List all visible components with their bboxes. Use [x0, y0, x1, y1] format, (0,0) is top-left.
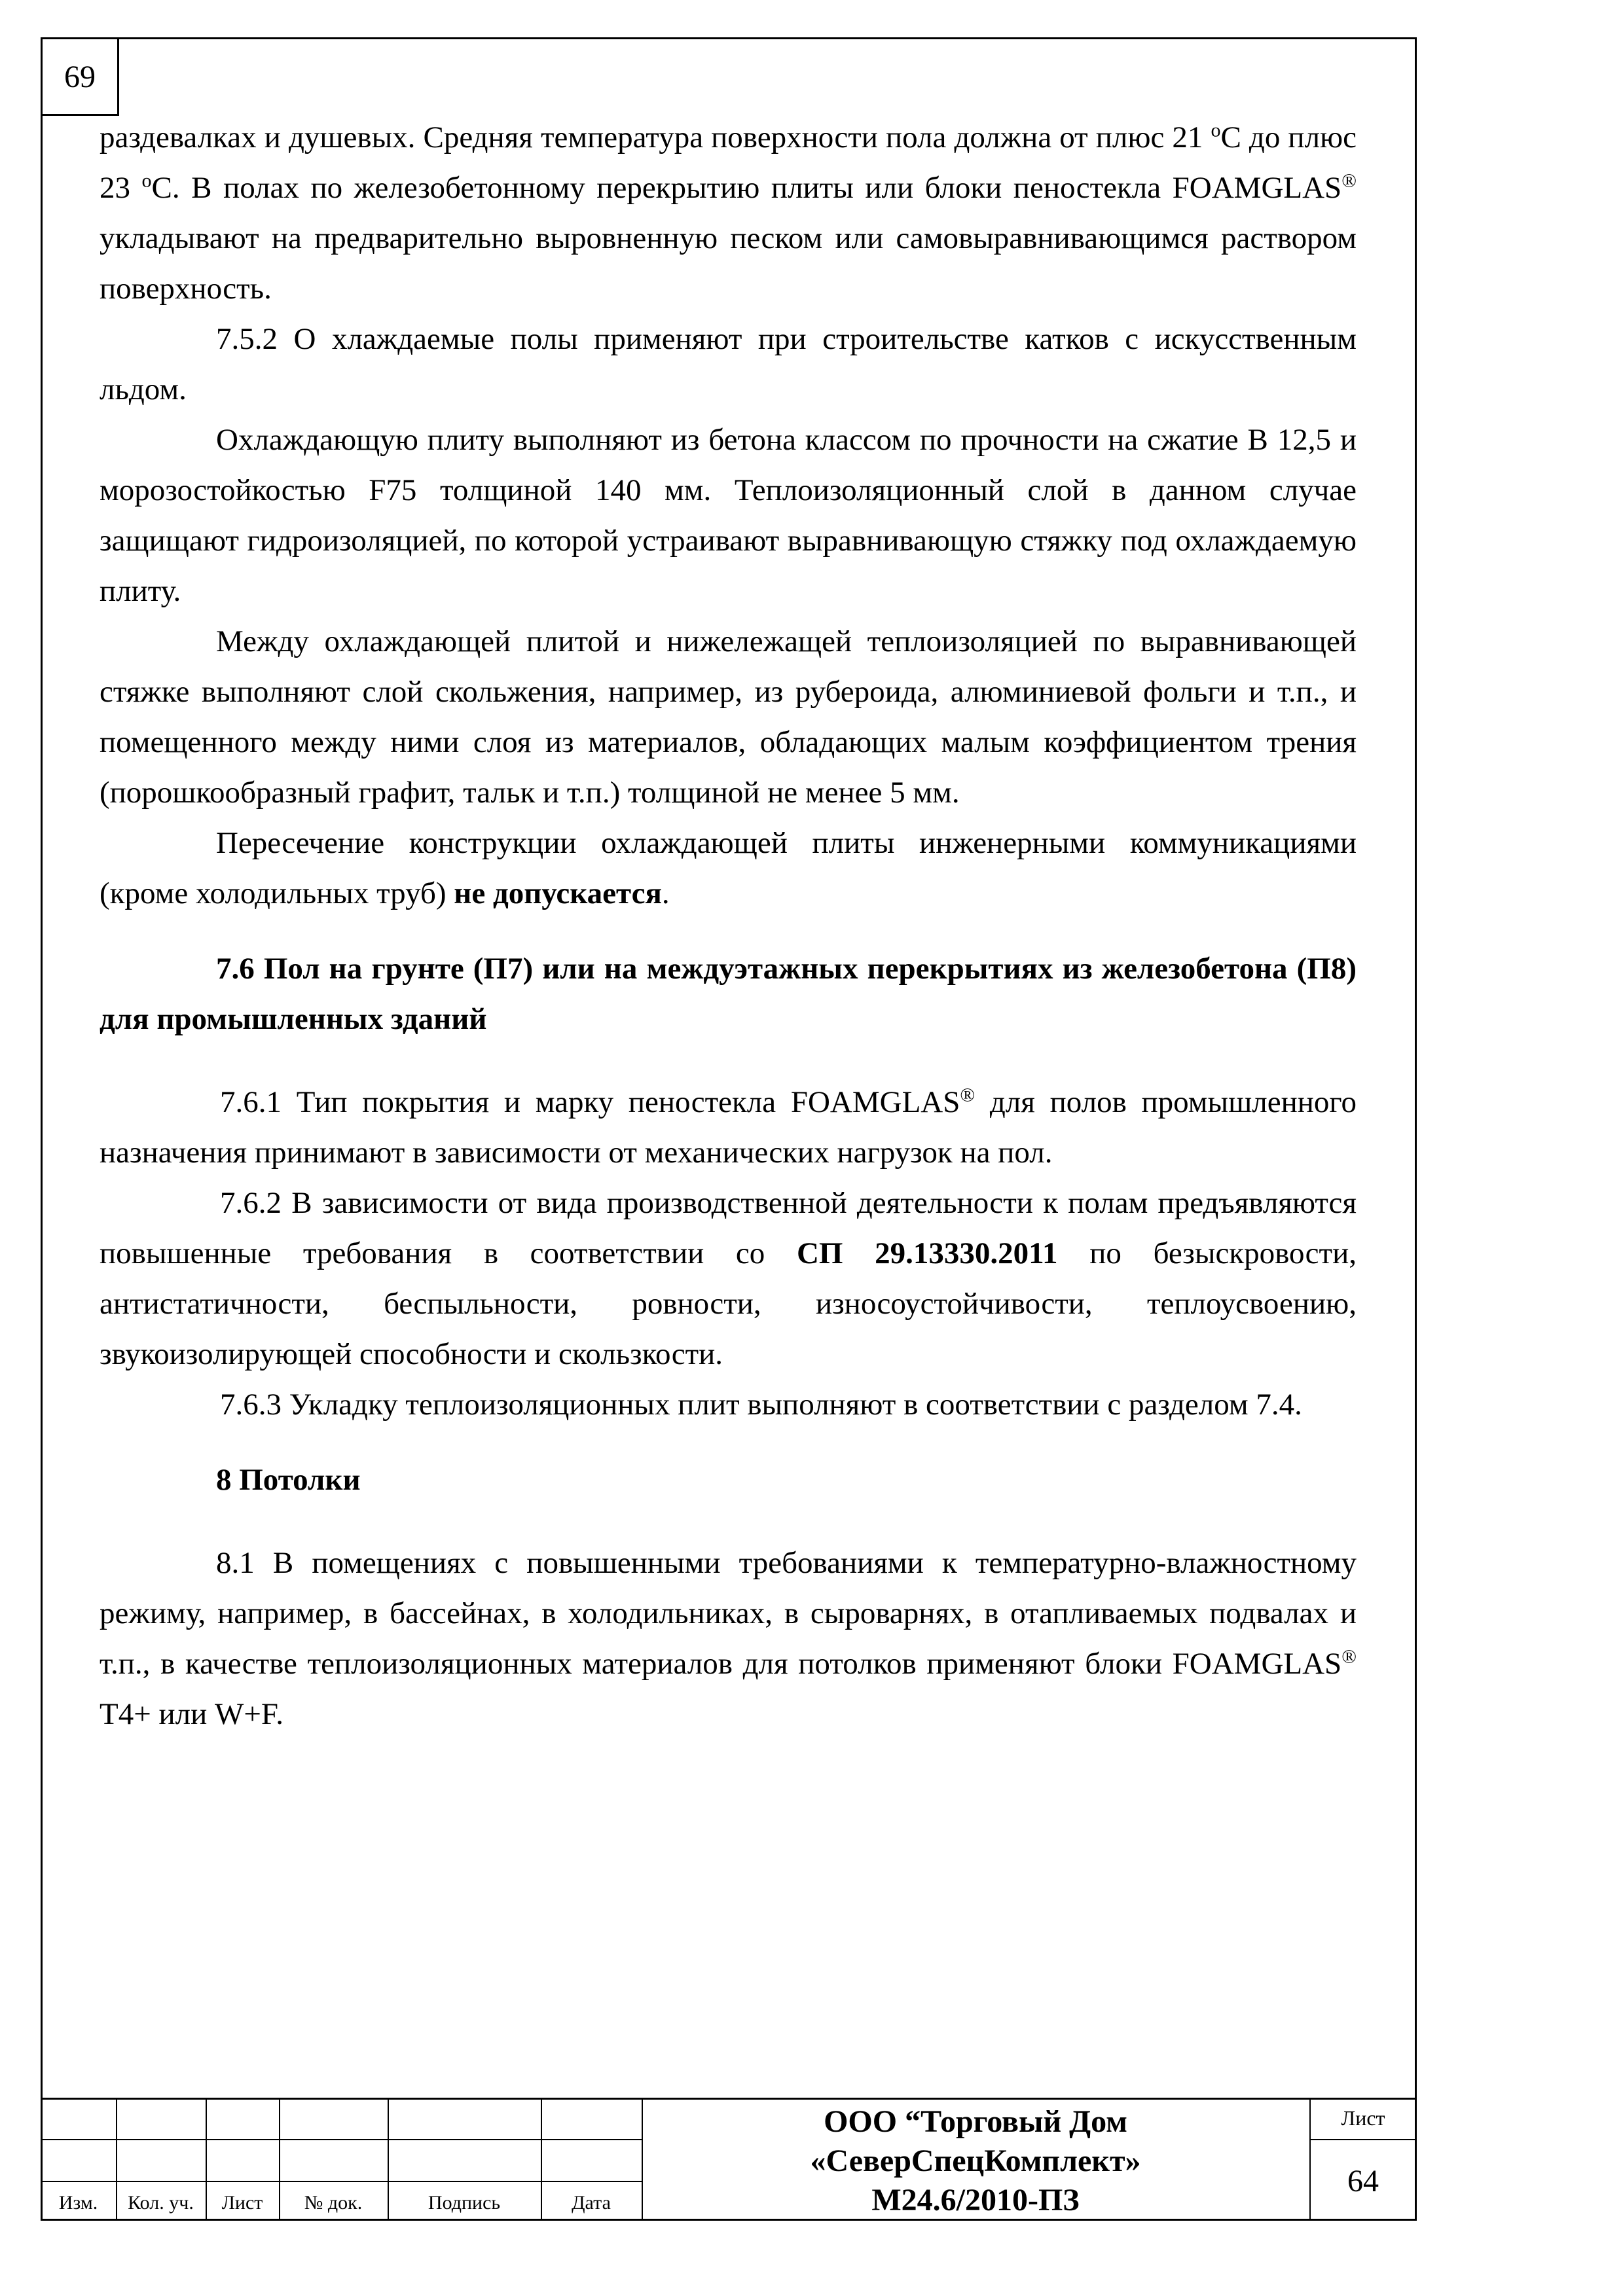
paragraph-8-1 — [100, 1538, 1357, 1740]
spacer — [100, 919, 1357, 944]
paragraph-sliding-layer: Между охлаждающей плитой и нижележащей теплоизоляцией по выравнивающей стяжке выполняют слой скольжения, например, из рубероида, алюминиевой фольги и т.п., и помещенного между ними слоя из материалов, обладающих малым коэффициентом трения (порошкообразный графит, тальк и т.п.) толщиной не менее 5 мм. — [100, 624, 1357, 810]
registered-mark: ® — [1341, 170, 1357, 192]
spacer — [100, 1430, 1357, 1455]
stamp-header-list: Лист — [221, 2192, 263, 2214]
text-fragment: 8.1 В помещениях с повышенными требованиями к температурно-влажностному режиму, например, в бассейнах, в холодильниках, в сыроварнях, в отапливаемых подвалах и т.п., в качестве теплоизоляционных материалов для потолков применяют блоки FOAMGLAS — [100, 1546, 1357, 1681]
text-fragment: по безыскровости, антистатичности, беспыльности, ровности, износоустойчивости, теплоусвоению, звукоизолирующей способности и скользкости. — [100, 1236, 1357, 1371]
spacer — [100, 1045, 1357, 1077]
registered-mark: ® — [960, 1084, 976, 1106]
org-line-1: ООО “Торговый Дом — [824, 2104, 1127, 2139]
paragraph-intersection — [100, 818, 1357, 919]
paragraph-7-6-2 — [100, 1178, 1357, 1380]
text-fragment: С. В полах по железобетонному перекрытию плиты или блоки пеностекла FOAMGLAS — [151, 171, 1342, 205]
degree-mark: о — [141, 170, 152, 192]
stamp-header-date: Дата — [572, 2192, 611, 2214]
organization-block — [642, 2100, 1309, 2223]
text-fragment: С до плюс 23 — [100, 120, 1357, 205]
org-line-2: «СеверСпецКомплект» — [810, 2144, 1141, 2178]
sheet-label: Лист — [1341, 2106, 1385, 2130]
stamp-row-line — [41, 2139, 642, 2140]
stamp-header-signature: Подпись — [428, 2192, 501, 2214]
stamp-header-izm: Изм. — [58, 2192, 98, 2214]
stamp-header-doc-number: № док. — [304, 2192, 363, 2214]
heading-8: 8 Потолки — [216, 1463, 361, 1497]
degree-mark: о — [1211, 119, 1221, 141]
text-fragment: для полов промышленного назначения принимают в зависимости от механических нагрузок на пол. — [100, 1085, 1357, 1170]
paragraph-cooling-slab: Охлаждающую плиту выполняют из бетона классом по прочности на сжатие В 12,5 и морозостойкостью F75 толщиной 140 мм. Теплоизоляционный слой в данном случае защищают гидроизоляцией, по которой устраивают выравнивающую стяжку под охлаждаемую плиту. — [100, 423, 1357, 608]
text-fragment: 7.6.1 Тип покрытия и марку пеностекла FOAMGLAS — [220, 1085, 960, 1119]
registered-mark: ® — [1341, 1645, 1357, 1668]
paragraph-7-6-1 — [100, 1077, 1357, 1178]
text-fragment: 7.6.2 В зависимости от вида производственной деятельности к полам предъявляются повышенные требования в соответствии со — [100, 1186, 1357, 1270]
standard-reference: СП 29.13330.2011 — [796, 1236, 1058, 1270]
heading-7-6: 7.6 Пол на грунте (П7) или на междуэтажных перекрытиях из железобетона (П8) для промышленных зданий — [100, 952, 1357, 1036]
stamp-header-kol-uch: Кол. уч. — [128, 2192, 194, 2214]
paragraph-7-6-3: 7.6.3 Укладку теплоизоляционных плит выполняют в соответствии с разделом 7.4. — [220, 1388, 1302, 1422]
document-body — [100, 113, 1357, 1740]
text-fragment: укладывают на предварительно выровненную песком или самовыравнивающимся раствором поверхность. — [100, 221, 1357, 306]
text-fragment: Пересечение конструкции охлаждающей плиты инженерными коммуникациями (кроме холодильных труб) — [100, 826, 1357, 910]
text-fragment: Т4+ или W+F. — [100, 1697, 283, 1731]
spacer — [100, 1505, 1357, 1538]
corner-page-number: 69 — [41, 37, 119, 116]
text-line: раздевалках и душевых. Средняя температура поверхности пола должна от плюс — [100, 120, 1165, 154]
text-fragment: . — [661, 876, 670, 910]
title-block — [41, 2098, 1417, 2221]
paragraph-7-5-2: 7.5.2 О хлаждаемые полы применяют при строительстве катков с искусственным льдом. — [100, 322, 1357, 406]
emphasis-text: не допускается — [454, 876, 662, 910]
paragraph-continuation — [100, 113, 1357, 314]
text-fragment: 21 — [1172, 120, 1211, 154]
stamp-row-line — [41, 2181, 642, 2182]
document-code: М24.6/2010-ПЗ — [871, 2183, 1080, 2217]
sheet-number: 64 — [1347, 2163, 1379, 2198]
